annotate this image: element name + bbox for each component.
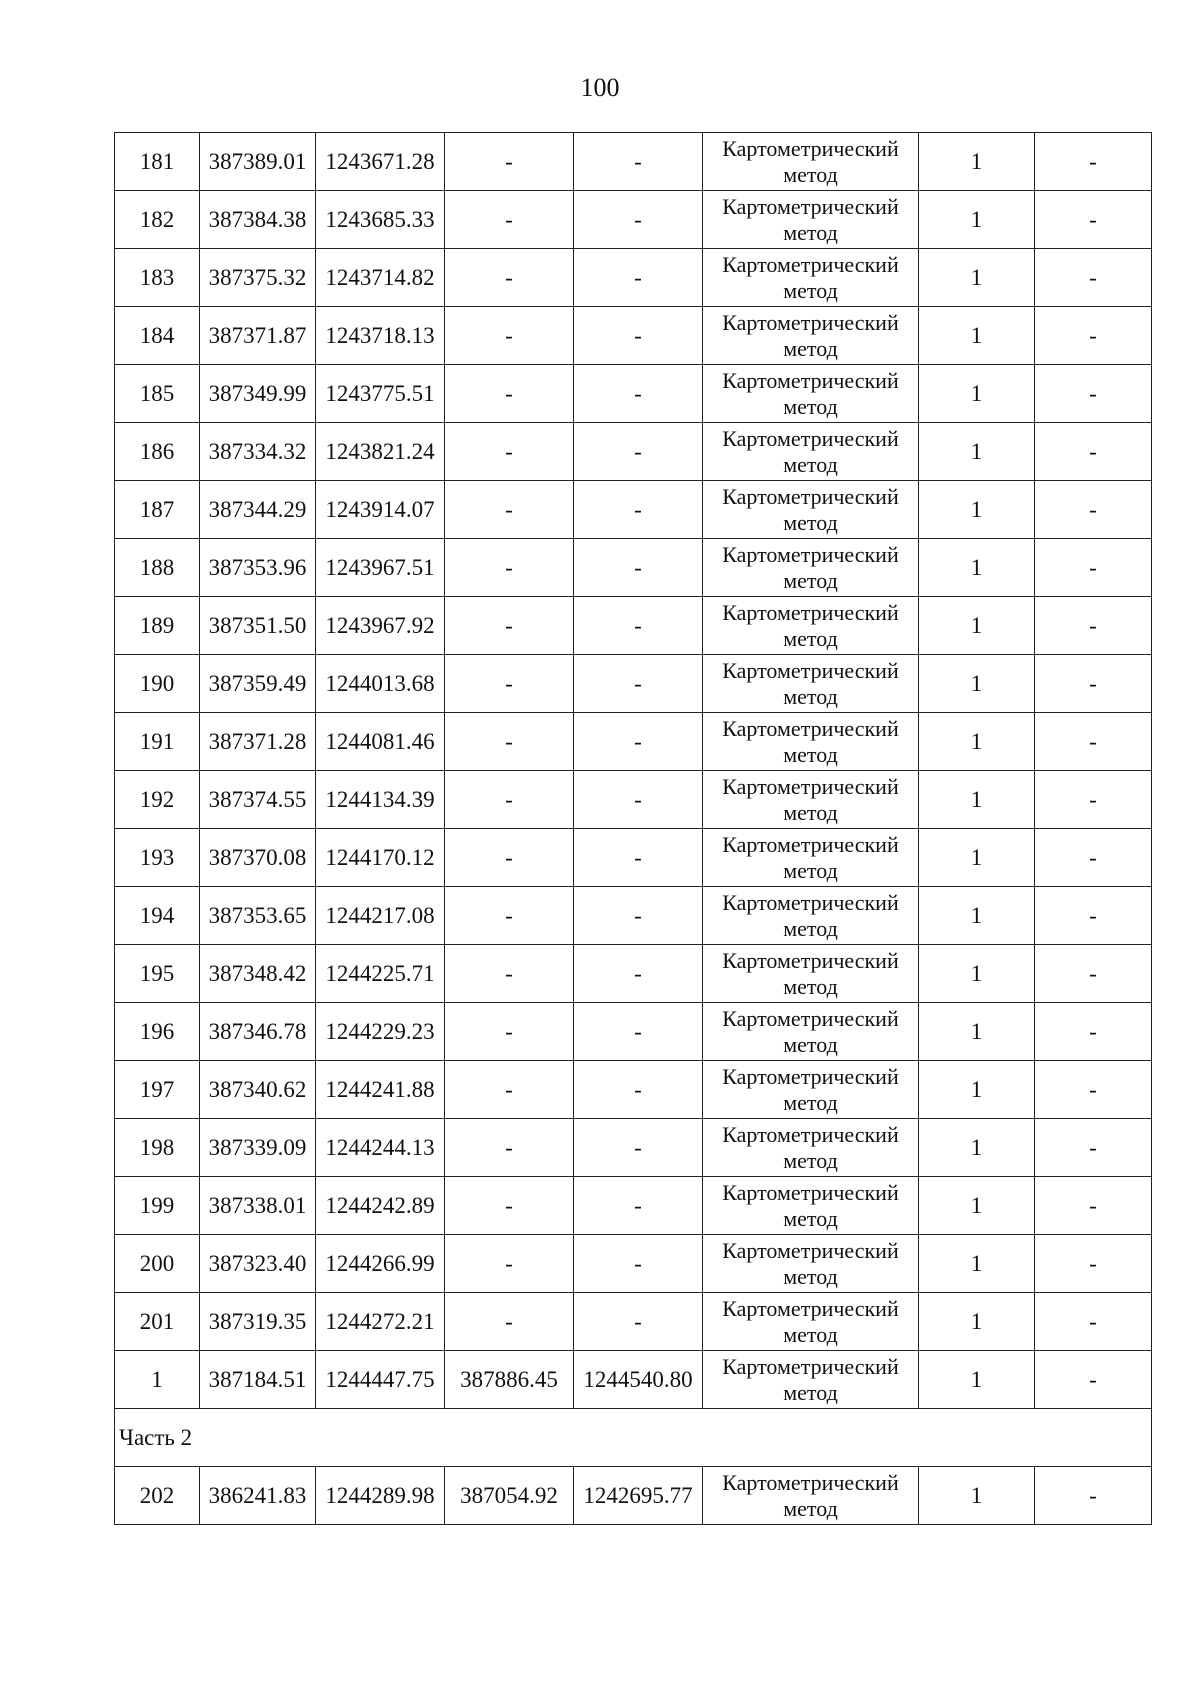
table-row [115, 771, 1152, 829]
method-line-2: метод [783, 973, 838, 999]
point-number-cell: 192 [115, 771, 200, 829]
method-line-1: Картометрический [722, 135, 899, 161]
x-coordinate-alt-cell: - [445, 829, 574, 887]
y-coordinate-cell: 1244241.88 [316, 1061, 445, 1119]
x-coordinate-cell: 387370.08 [200, 829, 316, 887]
note-cell: - [1035, 1235, 1152, 1293]
table-row [115, 1351, 1152, 1409]
note-cell: - [1035, 887, 1152, 945]
method-cell [703, 365, 919, 423]
note-cell: - [1035, 655, 1152, 713]
x-coordinate-alt-cell: - [445, 423, 574, 481]
method-cell [703, 771, 919, 829]
note-cell: - [1035, 133, 1152, 191]
method-line-1: Картометрический [722, 1063, 899, 1089]
table-row [115, 597, 1152, 655]
x-coordinate-alt-cell: - [445, 191, 574, 249]
y-coordinate-alt-cell: - [574, 771, 703, 829]
method-cell [703, 1235, 919, 1293]
y-coordinate-alt-cell: - [574, 133, 703, 191]
method-line-2: метод [783, 799, 838, 825]
y-coordinate-cell: 1243685.33 [316, 191, 445, 249]
point-number-cell: 188 [115, 539, 200, 597]
y-coordinate-alt-cell: - [574, 1293, 703, 1351]
x-coordinate-cell: 386241.83 [200, 1467, 316, 1525]
x-coordinate-cell: 387353.65 [200, 887, 316, 945]
method-cell [703, 1467, 919, 1525]
method-cell [703, 539, 919, 597]
point-number-cell: 186 [115, 423, 200, 481]
y-coordinate-cell: 1244242.89 [316, 1177, 445, 1235]
method-line-2: метод [783, 741, 838, 767]
table-row [115, 249, 1152, 307]
method-line-2: метод [783, 161, 838, 187]
method-cell [703, 133, 919, 191]
x-coordinate-alt-cell: - [445, 307, 574, 365]
y-coordinate-alt-cell: - [574, 713, 703, 771]
y-coordinate-alt-cell: - [574, 655, 703, 713]
note-cell: - [1035, 945, 1152, 1003]
y-coordinate-alt-cell: - [574, 539, 703, 597]
y-coordinate-alt-cell: - [574, 481, 703, 539]
y-coordinate-cell: 1243718.13 [316, 307, 445, 365]
method-line-1: Картометрический [722, 657, 899, 683]
method-line-1: Картометрический [722, 1237, 899, 1263]
accuracy-cell: 1 [919, 1351, 1035, 1409]
accuracy-cell: 1 [919, 1467, 1035, 1525]
accuracy-cell: 1 [919, 713, 1035, 771]
method-cell [703, 1177, 919, 1235]
note-cell: - [1035, 1003, 1152, 1061]
table-row [115, 1177, 1152, 1235]
method-cell [703, 1293, 919, 1351]
method-line-1: Картометрический [722, 715, 899, 741]
accuracy-cell: 1 [919, 1119, 1035, 1177]
y-coordinate-cell: 1244272.21 [316, 1293, 445, 1351]
y-coordinate-alt-cell: - [574, 423, 703, 481]
method-line-2: метод [783, 1321, 838, 1347]
method-line-1: Картометрический [722, 1295, 899, 1321]
method-cell [703, 713, 919, 771]
x-coordinate-cell: 387184.51 [200, 1351, 316, 1409]
accuracy-cell: 1 [919, 307, 1035, 365]
x-coordinate-cell: 387351.50 [200, 597, 316, 655]
accuracy-cell: 1 [919, 1003, 1035, 1061]
x-coordinate-cell: 387323.40 [200, 1235, 316, 1293]
method-cell [703, 655, 919, 713]
table-row [115, 1003, 1152, 1061]
table-body [115, 133, 1152, 1525]
y-coordinate-cell: 1244134.39 [316, 771, 445, 829]
table-row [115, 655, 1152, 713]
table-row [115, 307, 1152, 365]
method-cell [703, 423, 919, 481]
method-line-1: Картометрический [722, 1353, 899, 1379]
note-cell: - [1035, 191, 1152, 249]
method-line-1: Картометрический [722, 599, 899, 625]
y-coordinate-alt-cell: - [574, 365, 703, 423]
point-number-cell: 184 [115, 307, 200, 365]
y-coordinate-alt-cell: - [574, 1061, 703, 1119]
x-coordinate-alt-cell: - [445, 1003, 574, 1061]
accuracy-cell: 1 [919, 597, 1035, 655]
x-coordinate-alt-cell: - [445, 655, 574, 713]
method-line-2: метод [783, 625, 838, 651]
method-cell [703, 829, 919, 887]
table-row [115, 133, 1152, 191]
accuracy-cell: 1 [919, 771, 1035, 829]
table-row [115, 365, 1152, 423]
y-coordinate-alt-cell: - [574, 191, 703, 249]
table-row [115, 1293, 1152, 1351]
y-coordinate-alt-cell: - [574, 1177, 703, 1235]
method-line-2: метод [783, 1031, 838, 1057]
table-row [115, 1235, 1152, 1293]
point-number-cell: 187 [115, 481, 200, 539]
method-line-2: метод [783, 683, 838, 709]
x-coordinate-cell: 387346.78 [200, 1003, 316, 1061]
x-coordinate-alt-cell: - [445, 713, 574, 771]
y-coordinate-alt-cell: - [574, 1235, 703, 1293]
y-coordinate-alt-cell: - [574, 945, 703, 1003]
y-coordinate-cell: 1243775.51 [316, 365, 445, 423]
accuracy-cell: 1 [919, 191, 1035, 249]
method-line-1: Картометрический [722, 425, 899, 451]
method-line-2: метод [783, 567, 838, 593]
method-line-1: Картометрический [722, 483, 899, 509]
method-cell [703, 307, 919, 365]
method-line-1: Картометрический [722, 1121, 899, 1147]
table-row [115, 713, 1152, 771]
y-coordinate-alt-cell: - [574, 829, 703, 887]
method-cell [703, 887, 919, 945]
y-coordinate-alt-cell: - [574, 1003, 703, 1061]
method-line-1: Картометрический [722, 1005, 899, 1031]
x-coordinate-cell: 387334.32 [200, 423, 316, 481]
x-coordinate-alt-cell: - [445, 249, 574, 307]
method-line-2: метод [783, 451, 838, 477]
y-coordinate-cell: 1244244.13 [316, 1119, 445, 1177]
x-coordinate-alt-cell: - [445, 539, 574, 597]
method-cell [703, 597, 919, 655]
x-coordinate-cell: 387344.29 [200, 481, 316, 539]
method-cell [703, 1351, 919, 1409]
part-header-row [115, 1409, 1152, 1467]
method-line-1: Картометрический [722, 889, 899, 915]
accuracy-cell: 1 [919, 133, 1035, 191]
note-cell: - [1035, 423, 1152, 481]
x-coordinate-cell: 387353.96 [200, 539, 316, 597]
x-coordinate-alt-cell: - [445, 1177, 574, 1235]
y-coordinate-cell: 1243914.07 [316, 481, 445, 539]
method-line-2: метод [783, 277, 838, 303]
note-cell: - [1035, 829, 1152, 887]
x-coordinate-cell: 387374.55 [200, 771, 316, 829]
method-line-2: метод [783, 393, 838, 419]
note-cell: - [1035, 249, 1152, 307]
accuracy-cell: 1 [919, 481, 1035, 539]
x-coordinate-alt-cell: 387054.92 [445, 1467, 574, 1525]
x-coordinate-alt-cell: 387886.45 [445, 1351, 574, 1409]
x-coordinate-cell: 387359.49 [200, 655, 316, 713]
accuracy-cell: 1 [919, 655, 1035, 713]
method-line-1: Картометрический [722, 773, 899, 799]
point-number-cell: 196 [115, 1003, 200, 1061]
x-coordinate-alt-cell: - [445, 1119, 574, 1177]
y-coordinate-cell: 1244266.99 [316, 1235, 445, 1293]
point-number-cell: 1 [115, 1351, 200, 1409]
method-line-2: метод [783, 1495, 838, 1521]
method-line-2: метод [783, 857, 838, 883]
y-coordinate-cell: 1244013.68 [316, 655, 445, 713]
y-coordinate-cell: 1243671.28 [316, 133, 445, 191]
x-coordinate-alt-cell: - [445, 945, 574, 1003]
x-coordinate-cell: 387375.32 [200, 249, 316, 307]
x-coordinate-cell: 387349.99 [200, 365, 316, 423]
x-coordinate-alt-cell: - [445, 887, 574, 945]
x-coordinate-cell: 387340.62 [200, 1061, 316, 1119]
y-coordinate-cell: 1244170.12 [316, 829, 445, 887]
part-label: Часть 2 [115, 1409, 1152, 1467]
x-coordinate-cell: 387338.01 [200, 1177, 316, 1235]
method-line-2: метод [783, 219, 838, 245]
method-line-1: Картометрический [722, 1179, 899, 1205]
method-cell [703, 1119, 919, 1177]
accuracy-cell: 1 [919, 945, 1035, 1003]
y-coordinate-cell: 1243821.24 [316, 423, 445, 481]
method-cell [703, 1003, 919, 1061]
table-row [115, 481, 1152, 539]
note-cell: - [1035, 1467, 1152, 1525]
table-row [115, 829, 1152, 887]
point-number-cell: 195 [115, 945, 200, 1003]
x-coordinate-alt-cell: - [445, 481, 574, 539]
method-line-2: метод [783, 1379, 838, 1405]
accuracy-cell: 1 [919, 249, 1035, 307]
x-coordinate-alt-cell: - [445, 597, 574, 655]
y-coordinate-alt-cell: - [574, 249, 703, 307]
x-coordinate-cell: 387319.35 [200, 1293, 316, 1351]
point-number-cell: 185 [115, 365, 200, 423]
x-coordinate-alt-cell: - [445, 1293, 574, 1351]
method-cell [703, 1061, 919, 1119]
y-coordinate-cell: 1244217.08 [316, 887, 445, 945]
x-coordinate-cell: 387389.01 [200, 133, 316, 191]
note-cell: - [1035, 1061, 1152, 1119]
x-coordinate-alt-cell: - [445, 771, 574, 829]
table-row [115, 1467, 1152, 1525]
point-number-cell: 201 [115, 1293, 200, 1351]
point-number-cell: 183 [115, 249, 200, 307]
y-coordinate-cell: 1244229.23 [316, 1003, 445, 1061]
method-cell [703, 249, 919, 307]
point-number-cell: 202 [115, 1467, 200, 1525]
method-line-2: метод [783, 1263, 838, 1289]
method-cell [703, 945, 919, 1003]
method-line-1: Картометрический [722, 367, 899, 393]
y-coordinate-alt-cell: 1242695.77 [574, 1467, 703, 1525]
method-line-1: Картометрический [722, 541, 899, 567]
point-number-cell: 190 [115, 655, 200, 713]
note-cell: - [1035, 1351, 1152, 1409]
accuracy-cell: 1 [919, 1235, 1035, 1293]
point-number-cell: 199 [115, 1177, 200, 1235]
note-cell: - [1035, 365, 1152, 423]
note-cell: - [1035, 771, 1152, 829]
y-coordinate-alt-cell: - [574, 597, 703, 655]
point-number-cell: 200 [115, 1235, 200, 1293]
point-number-cell: 182 [115, 191, 200, 249]
note-cell: - [1035, 1293, 1152, 1351]
accuracy-cell: 1 [919, 365, 1035, 423]
accuracy-cell: 1 [919, 423, 1035, 481]
x-coordinate-cell: 387371.28 [200, 713, 316, 771]
method-line-1: Картометрический [722, 193, 899, 219]
y-coordinate-cell: 1244081.46 [316, 713, 445, 771]
accuracy-cell: 1 [919, 887, 1035, 945]
y-coordinate-cell: 1243967.92 [316, 597, 445, 655]
y-coordinate-alt-cell: - [574, 1119, 703, 1177]
y-coordinate-alt-cell: - [574, 307, 703, 365]
method-line-1: Картометрический [722, 309, 899, 335]
method-cell [703, 191, 919, 249]
note-cell: - [1035, 597, 1152, 655]
table-row [115, 945, 1152, 1003]
y-coordinate-cell: 1244289.98 [316, 1467, 445, 1525]
accuracy-cell: 1 [919, 1061, 1035, 1119]
method-line-2: метод [783, 1089, 838, 1115]
y-coordinate-cell: 1244447.75 [316, 1351, 445, 1409]
x-coordinate-cell: 387348.42 [200, 945, 316, 1003]
coordinates-table [114, 132, 1152, 1525]
table-row [115, 1061, 1152, 1119]
accuracy-cell: 1 [919, 1177, 1035, 1235]
point-number-cell: 191 [115, 713, 200, 771]
table-row [115, 423, 1152, 481]
method-line-2: метод [783, 335, 838, 361]
table-row [115, 1119, 1152, 1177]
note-cell: - [1035, 713, 1152, 771]
x-coordinate-cell: 387339.09 [200, 1119, 316, 1177]
method-line-2: метод [783, 1147, 838, 1173]
x-coordinate-alt-cell: - [445, 1235, 574, 1293]
y-coordinate-alt-cell: - [574, 887, 703, 945]
y-coordinate-alt-cell: 1244540.80 [574, 1351, 703, 1409]
table-row [115, 887, 1152, 945]
note-cell: - [1035, 539, 1152, 597]
table-row [115, 539, 1152, 597]
accuracy-cell: 1 [919, 829, 1035, 887]
x-coordinate-alt-cell: - [445, 133, 574, 191]
x-coordinate-alt-cell: - [445, 365, 574, 423]
method-line-1: Картометрический [722, 831, 899, 857]
point-number-cell: 194 [115, 887, 200, 945]
y-coordinate-cell: 1244225.71 [316, 945, 445, 1003]
method-line-2: метод [783, 915, 838, 941]
accuracy-cell: 1 [919, 1293, 1035, 1351]
y-coordinate-cell: 1243967.51 [316, 539, 445, 597]
accuracy-cell: 1 [919, 539, 1035, 597]
note-cell: - [1035, 1119, 1152, 1177]
note-cell: - [1035, 307, 1152, 365]
point-number-cell: 181 [115, 133, 200, 191]
x-coordinate-cell: 387384.38 [200, 191, 316, 249]
point-number-cell: 189 [115, 597, 200, 655]
table-row [115, 191, 1152, 249]
page-number: 100 [580, 73, 620, 102]
point-number-cell: 193 [115, 829, 200, 887]
method-line-2: метод [783, 509, 838, 535]
method-line-2: метод [783, 1205, 838, 1231]
note-cell: - [1035, 481, 1152, 539]
x-coordinate-cell: 387371.87 [200, 307, 316, 365]
method-line-1: Картометрический [722, 947, 899, 973]
note-cell: - [1035, 1177, 1152, 1235]
y-coordinate-cell: 1243714.82 [316, 249, 445, 307]
point-number-cell: 198 [115, 1119, 200, 1177]
method-cell [703, 481, 919, 539]
method-line-1: Картометрический [722, 251, 899, 277]
method-line-1: Картометрический [722, 1469, 899, 1495]
x-coordinate-alt-cell: - [445, 1061, 574, 1119]
point-number-cell: 197 [115, 1061, 200, 1119]
